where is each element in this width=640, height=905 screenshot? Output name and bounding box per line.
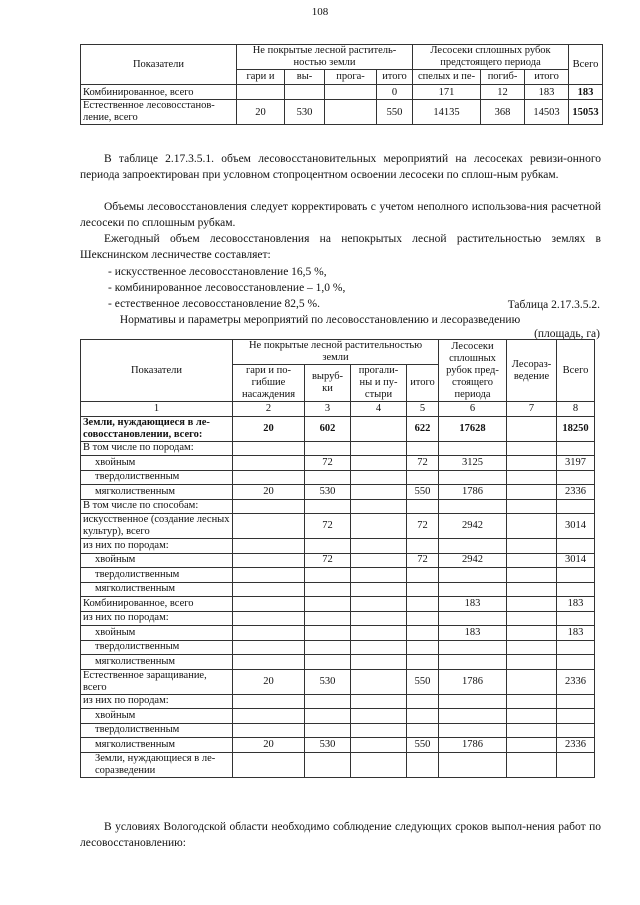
cell bbox=[351, 626, 407, 641]
cell: 602 bbox=[305, 416, 351, 441]
cell bbox=[233, 499, 305, 514]
cell bbox=[351, 694, 407, 709]
cell bbox=[439, 568, 507, 583]
cell-total: 3014 bbox=[557, 514, 595, 539]
cell bbox=[351, 709, 407, 724]
cell-total: 183 bbox=[557, 597, 595, 612]
cell: 72 bbox=[407, 514, 439, 539]
cell bbox=[507, 456, 557, 471]
row-label: Естественное заращивание, всего bbox=[81, 669, 233, 694]
cell bbox=[351, 752, 407, 777]
cell bbox=[407, 582, 439, 597]
cell bbox=[351, 597, 407, 612]
cell: 171 bbox=[413, 85, 481, 100]
cell-total: 183 bbox=[569, 85, 603, 100]
cell-total bbox=[557, 694, 595, 709]
cell bbox=[233, 611, 305, 626]
cell bbox=[233, 470, 305, 485]
cell bbox=[507, 655, 557, 670]
table-row bbox=[81, 640, 595, 655]
t2-header-total: Всего bbox=[557, 340, 595, 402]
cell: 530 bbox=[305, 738, 351, 753]
cell bbox=[305, 694, 351, 709]
cell bbox=[407, 694, 439, 709]
cell bbox=[351, 470, 407, 485]
cell: 530 bbox=[305, 669, 351, 694]
cell bbox=[407, 611, 439, 626]
row-label: Земли, нуждающиеся в ле-соразведении bbox=[81, 752, 233, 777]
cell bbox=[351, 611, 407, 626]
cell: 1786 bbox=[439, 738, 507, 753]
cell bbox=[407, 470, 439, 485]
row-label: твердолиственным bbox=[81, 568, 233, 583]
list-item: - естественное лесовосстановление 82,5 %. bbox=[108, 298, 321, 310]
cell: 72 bbox=[305, 553, 351, 568]
table-row bbox=[81, 568, 595, 583]
cell bbox=[407, 597, 439, 612]
cell-total bbox=[557, 568, 595, 583]
table-label: Таблица 2.17.3.5.2. bbox=[507, 299, 600, 311]
cell bbox=[507, 582, 557, 597]
cell-total: 15053 bbox=[569, 100, 603, 125]
table-reforestation bbox=[80, 339, 595, 778]
table-row bbox=[81, 539, 595, 554]
cell-total bbox=[557, 709, 595, 724]
column-number: 2 bbox=[233, 402, 305, 417]
column-number: 7 bbox=[507, 402, 557, 417]
cell bbox=[507, 626, 557, 641]
cell: 20 bbox=[237, 100, 285, 125]
table-continuation bbox=[80, 44, 603, 125]
cell bbox=[233, 752, 305, 777]
t1-sub-header: итого bbox=[525, 70, 569, 85]
t2-header-subtotal: итого bbox=[407, 365, 439, 402]
cell bbox=[407, 539, 439, 554]
cell bbox=[407, 723, 439, 738]
cell bbox=[507, 568, 557, 583]
cell bbox=[285, 85, 325, 100]
table-row bbox=[81, 416, 595, 441]
row-label: мягколиственным bbox=[81, 738, 233, 753]
cell bbox=[233, 456, 305, 471]
paragraph-2: Объемы лесовосстановления следует корректировать с учетом неполного использова-ния расчетной лесосеки по сплошным рубкам. bbox=[80, 201, 601, 229]
cell: 20 bbox=[233, 738, 305, 753]
cell bbox=[507, 752, 557, 777]
cell bbox=[439, 694, 507, 709]
cell bbox=[439, 655, 507, 670]
cell: 550 bbox=[407, 669, 439, 694]
table-row bbox=[81, 669, 595, 694]
cell: 72 bbox=[407, 553, 439, 568]
cell bbox=[305, 539, 351, 554]
cell-total: 2336 bbox=[557, 738, 595, 753]
cell bbox=[325, 85, 377, 100]
row-label: Комбинированное, всего bbox=[81, 597, 233, 612]
cell bbox=[351, 723, 407, 738]
cell-total bbox=[557, 655, 595, 670]
cell bbox=[351, 582, 407, 597]
cell bbox=[507, 539, 557, 554]
row-label: мягколиственным bbox=[81, 655, 233, 670]
cell-total: 2336 bbox=[557, 669, 595, 694]
cell-total bbox=[557, 582, 595, 597]
row-label: мягколиственным bbox=[81, 582, 233, 597]
cell bbox=[507, 738, 557, 753]
row-label: хвойным bbox=[81, 709, 233, 724]
cell bbox=[439, 539, 507, 554]
cell bbox=[507, 553, 557, 568]
cell-total: 18250 bbox=[557, 416, 595, 441]
table-row bbox=[81, 85, 603, 100]
cell bbox=[233, 568, 305, 583]
row-label: Земли, нуждающиеся в ле-совосстановлении, всего: bbox=[81, 416, 233, 441]
cell bbox=[439, 640, 507, 655]
cell bbox=[305, 441, 351, 456]
cell: 550 bbox=[407, 738, 439, 753]
list-item: - искусственное лесовосстановление 16,5 %, bbox=[108, 266, 327, 278]
cell bbox=[233, 441, 305, 456]
table-row bbox=[81, 694, 595, 709]
row-label: твердолиственным bbox=[81, 470, 233, 485]
cell bbox=[507, 640, 557, 655]
t2-header-burned: гари и по-гибшие насаждения bbox=[233, 365, 305, 402]
row-label: мягколиственным bbox=[81, 485, 233, 500]
cell-total: 3014 bbox=[557, 553, 595, 568]
cell bbox=[407, 568, 439, 583]
cell bbox=[407, 626, 439, 641]
cell bbox=[407, 640, 439, 655]
t1-sub-header: гари и bbox=[237, 70, 285, 85]
table-row bbox=[81, 514, 595, 539]
table-row bbox=[81, 655, 595, 670]
cell: 550 bbox=[407, 485, 439, 500]
cell bbox=[305, 611, 351, 626]
row-label: хвойным bbox=[81, 626, 233, 641]
table-row bbox=[81, 738, 595, 753]
row-label: В том числе по породам: bbox=[81, 441, 233, 456]
cell bbox=[305, 640, 351, 655]
t2-header-afforestation: Лесораз-ведение bbox=[507, 340, 557, 402]
cell bbox=[351, 499, 407, 514]
cell-total: 3197 bbox=[557, 456, 595, 471]
t1-header-not-covered: Не покрытые лесной раститель-ностью земли bbox=[237, 45, 413, 70]
t2-header-cut: выруб-ки bbox=[305, 365, 351, 402]
t2-header-glades: прогали-ны и пу-стыри bbox=[351, 365, 407, 402]
cell bbox=[237, 85, 285, 100]
table-row bbox=[81, 723, 595, 738]
column-number: 4 bbox=[351, 402, 407, 417]
paragraph-3: Ежегодный объем лесовосстановления на непокрытых лесной растительностью землях в Шекснинском лесничестве составляет: bbox=[80, 233, 601, 261]
cell bbox=[233, 553, 305, 568]
cell bbox=[439, 611, 507, 626]
cell bbox=[305, 499, 351, 514]
cell-total bbox=[557, 470, 595, 485]
table-row bbox=[81, 582, 595, 597]
row-label: твердолиственным bbox=[81, 723, 233, 738]
t1-header-cuttings: Лесосеки сплошных рубок предстоящего периода bbox=[413, 45, 569, 70]
cell bbox=[507, 723, 557, 738]
cell: 72 bbox=[407, 456, 439, 471]
list-item: - комбинированное лесовосстановление – 1,0 %, bbox=[108, 282, 346, 294]
cell bbox=[507, 611, 557, 626]
cell bbox=[351, 539, 407, 554]
table-row bbox=[81, 611, 595, 626]
cell bbox=[507, 669, 557, 694]
cell bbox=[439, 441, 507, 456]
cell: 183 bbox=[439, 626, 507, 641]
cell: 550 bbox=[377, 100, 413, 125]
row-label: из них по породам: bbox=[81, 539, 233, 554]
t1-sub-header: спелых и пе- bbox=[413, 70, 481, 85]
table-row bbox=[81, 100, 603, 125]
table-row bbox=[81, 709, 595, 724]
cell bbox=[439, 499, 507, 514]
cell: 20 bbox=[233, 416, 305, 441]
cell: 20 bbox=[233, 485, 305, 500]
cell bbox=[233, 640, 305, 655]
table-title: Нормативы и параметры мероприятий по лесовосстановлению и лесоразведению bbox=[119, 314, 521, 326]
cell bbox=[325, 100, 377, 125]
cell bbox=[351, 456, 407, 471]
cell: 17628 bbox=[439, 416, 507, 441]
cell bbox=[407, 752, 439, 777]
cell bbox=[305, 470, 351, 485]
table-row bbox=[81, 499, 595, 514]
t1-header-indicators: Показатели bbox=[81, 45, 237, 85]
cell: 368 bbox=[481, 100, 525, 125]
table-row bbox=[81, 752, 595, 777]
cell bbox=[507, 514, 557, 539]
row-label: Комбинированное, всего bbox=[81, 85, 237, 100]
cell bbox=[233, 694, 305, 709]
cell: 530 bbox=[285, 100, 325, 125]
table-unit: (площадь, га) bbox=[534, 328, 600, 340]
cell bbox=[351, 738, 407, 753]
cell bbox=[439, 470, 507, 485]
row-label: В том числе по способам: bbox=[81, 499, 233, 514]
table-row bbox=[81, 626, 595, 641]
cell bbox=[233, 723, 305, 738]
cell: 14503 bbox=[525, 100, 569, 125]
row-label: Естественное лесовосстанов-ление, всего bbox=[81, 100, 237, 125]
row-label: искусственное (создание лесных культур), всего bbox=[81, 514, 233, 539]
cell bbox=[507, 709, 557, 724]
column-number: 5 bbox=[407, 402, 439, 417]
cell bbox=[233, 655, 305, 670]
t1-sub-header: вы- bbox=[285, 70, 325, 85]
table-row bbox=[81, 456, 595, 471]
cell: 0 bbox=[377, 85, 413, 100]
cell bbox=[439, 752, 507, 777]
cell bbox=[305, 723, 351, 738]
cell bbox=[233, 709, 305, 724]
cell bbox=[233, 582, 305, 597]
cell-total bbox=[557, 441, 595, 456]
table-row bbox=[81, 553, 595, 568]
row-label: из них по породам: bbox=[81, 611, 233, 626]
t2-header-indicators: Показатели bbox=[81, 340, 233, 402]
t2-header-not-covered: Не покрытые лесной растительностью земли bbox=[233, 340, 439, 365]
cell: 1786 bbox=[439, 485, 507, 500]
cell-total: 2336 bbox=[557, 485, 595, 500]
row-label: хвойным bbox=[81, 553, 233, 568]
paragraph-final: В условиях Вологодской области необходимо соблюдение следующих сроков выпол-нения работ по лесовосстановлению: bbox=[80, 821, 601, 849]
cell bbox=[507, 485, 557, 500]
cell bbox=[233, 539, 305, 554]
table-row bbox=[81, 441, 595, 456]
cell bbox=[407, 655, 439, 670]
cell: 2942 bbox=[439, 514, 507, 539]
column-number: 8 bbox=[557, 402, 595, 417]
cell bbox=[439, 582, 507, 597]
cell bbox=[351, 514, 407, 539]
cell bbox=[351, 640, 407, 655]
table-row bbox=[81, 470, 595, 485]
cell bbox=[351, 485, 407, 500]
table-row bbox=[81, 597, 595, 612]
column-number: 1 bbox=[81, 402, 233, 417]
cell-total bbox=[557, 611, 595, 626]
cell bbox=[305, 655, 351, 670]
row-label: твердолиственным bbox=[81, 640, 233, 655]
cell bbox=[507, 441, 557, 456]
cell bbox=[351, 655, 407, 670]
cell bbox=[351, 669, 407, 694]
cell: 72 bbox=[305, 456, 351, 471]
t1-sub-header: итого bbox=[377, 70, 413, 85]
cell bbox=[351, 416, 407, 441]
cell bbox=[351, 553, 407, 568]
cell bbox=[233, 597, 305, 612]
cell bbox=[305, 709, 351, 724]
cell bbox=[233, 514, 305, 539]
cell bbox=[305, 582, 351, 597]
cell: 3125 bbox=[439, 456, 507, 471]
cell bbox=[507, 694, 557, 709]
cell: 20 bbox=[233, 669, 305, 694]
cell: 530 bbox=[305, 485, 351, 500]
cell bbox=[351, 568, 407, 583]
cell bbox=[407, 441, 439, 456]
cell bbox=[507, 597, 557, 612]
cell: 183 bbox=[525, 85, 569, 100]
t1-sub-header: прога- bbox=[325, 70, 377, 85]
cell-total bbox=[557, 640, 595, 655]
paragraph-1: В таблице 2.17.3.5.1. объем лесовосстановительных мероприятий на лесосеках ревизи-онного периода запроектирован при условном стопроцентном освоении лесосеки по сплош-ным рубкам. bbox=[80, 153, 601, 181]
t1-sub-header: погиб- bbox=[481, 70, 525, 85]
cell bbox=[305, 626, 351, 641]
cell bbox=[233, 626, 305, 641]
cell bbox=[507, 416, 557, 441]
column-number: 3 bbox=[305, 402, 351, 417]
cell bbox=[407, 499, 439, 514]
row-label: из них по породам: bbox=[81, 694, 233, 709]
cell: 2942 bbox=[439, 553, 507, 568]
t1-header-total: Всего bbox=[569, 45, 603, 85]
cell: 14135 bbox=[413, 100, 481, 125]
cell: 72 bbox=[305, 514, 351, 539]
row-label: хвойным bbox=[81, 456, 233, 471]
cell-total bbox=[557, 539, 595, 554]
cell bbox=[507, 470, 557, 485]
column-number: 6 bbox=[439, 402, 507, 417]
cell-total bbox=[557, 752, 595, 777]
page-number: 108 bbox=[311, 6, 329, 18]
cell: 183 bbox=[439, 597, 507, 612]
cell-total bbox=[557, 723, 595, 738]
cell: 1786 bbox=[439, 669, 507, 694]
cell-total bbox=[557, 499, 595, 514]
cell bbox=[351, 441, 407, 456]
cell: 12 bbox=[481, 85, 525, 100]
cell bbox=[305, 597, 351, 612]
cell bbox=[305, 752, 351, 777]
cell bbox=[305, 568, 351, 583]
cell bbox=[439, 709, 507, 724]
table-row bbox=[81, 485, 595, 500]
cell bbox=[507, 499, 557, 514]
cell bbox=[407, 709, 439, 724]
cell-total: 183 bbox=[557, 626, 595, 641]
cell: 622 bbox=[407, 416, 439, 441]
cell bbox=[439, 723, 507, 738]
t2-header-cuttings: Лесосеки сплошных рубок пред-стоящего периода bbox=[439, 340, 507, 402]
